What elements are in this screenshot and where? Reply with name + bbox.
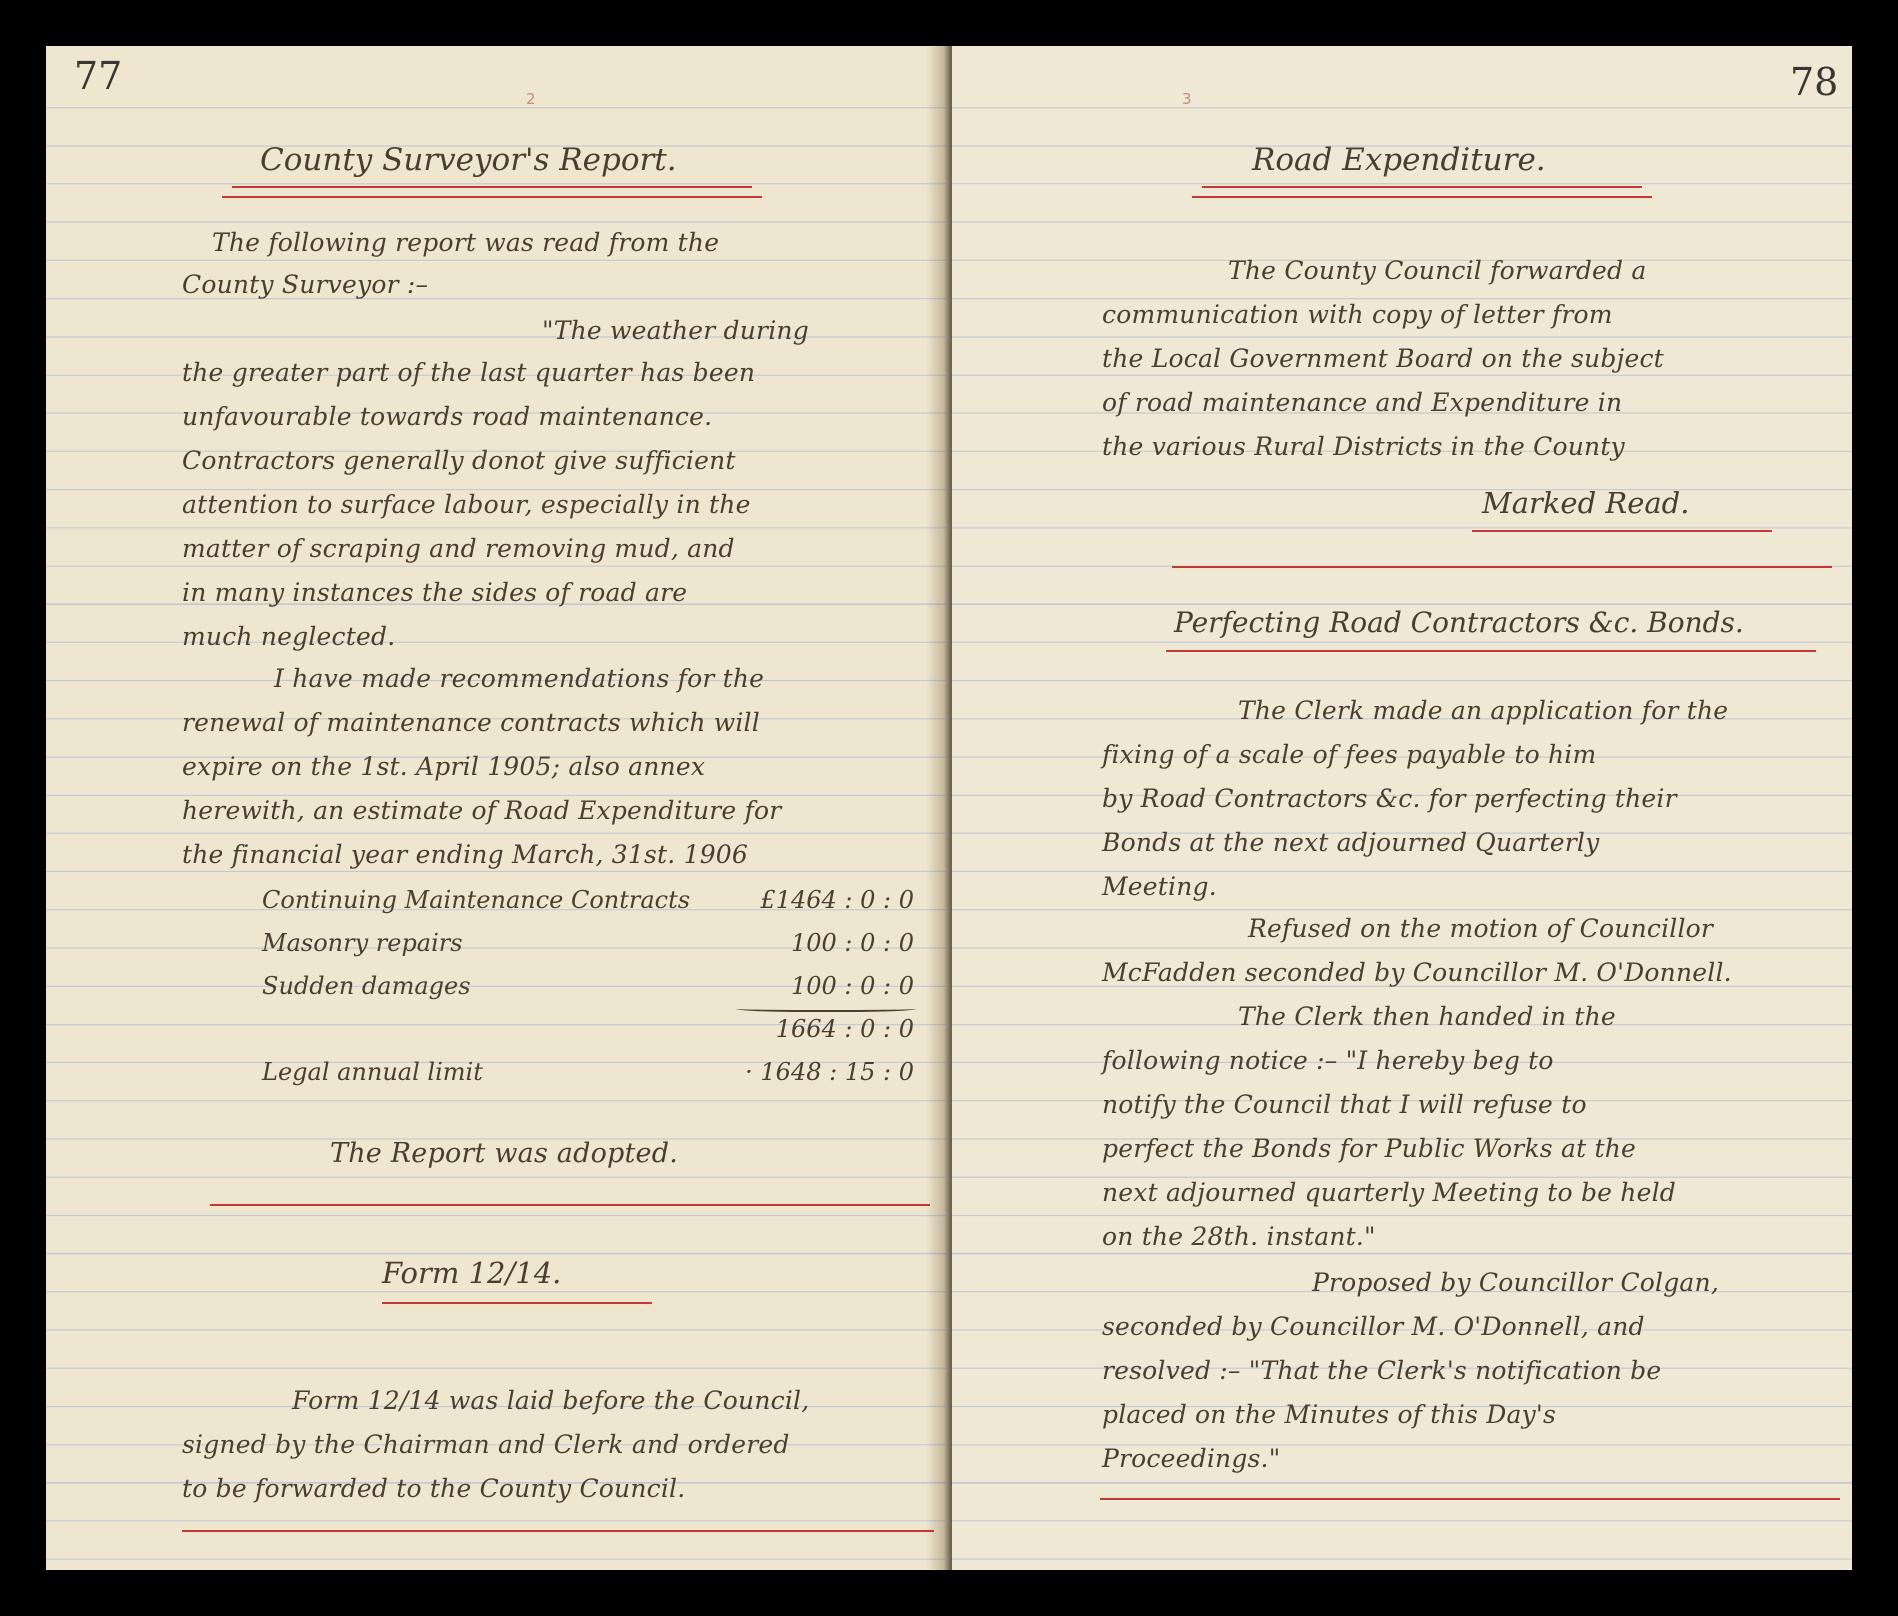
page-number-left: 77 (74, 54, 123, 98)
report-adopted: The Report was adopted. (330, 1138, 679, 1169)
estimate-total: 1664 : 0 : 0 (775, 1014, 914, 1043)
heading-underline (1202, 186, 1642, 188)
estimate-label: Continuing Maintenance Contracts (262, 885, 691, 914)
text-line: The following report was read from the (212, 228, 720, 257)
text-line: the financial year ending March, 31st. 1906 (182, 840, 749, 869)
text-line: McFadden seconded by Councillor M. O'Donnell. (1102, 958, 1732, 987)
text-line: The Clerk then handed in the (1238, 1002, 1616, 1031)
text-line: Form 12/14 was laid before the Council, (292, 1386, 810, 1415)
text-line: signed by the Chairman and Clerk and ordered (182, 1430, 790, 1459)
estimate-amount: £1464 : 0 : 0 (760, 885, 914, 914)
marked-underline (1472, 530, 1772, 532)
text-line: following notice :– "I hereby beg to (1102, 1046, 1554, 1075)
text-line: notify the Council that I will refuse to (1102, 1090, 1587, 1119)
heading-underline (1166, 650, 1816, 652)
text-line: fixing of a scale of fees payable to him (1102, 740, 1597, 769)
text-line: by Road Contractors &c. for perfecting their (1102, 784, 1677, 813)
text-line: Proceedings." (1102, 1444, 1281, 1473)
text-line: of road maintenance and Expenditure in (1102, 388, 1623, 417)
sum-underline (736, 1004, 916, 1012)
estimate-label: Sudden damages (262, 971, 471, 1000)
estimate-amount: 100 : 0 : 0 (790, 928, 914, 957)
heading-underline-2 (1192, 196, 1652, 198)
section-divider (182, 1530, 934, 1532)
text-line: resolved :– "That the Clerk's notification be (1102, 1356, 1662, 1385)
section-divider (1172, 566, 1832, 568)
table-row (262, 1007, 914, 1050)
estimate-label: Masonry repairs (262, 928, 463, 957)
text-line: Meeting. (1102, 872, 1217, 901)
table-row (262, 921, 914, 964)
heading-road-expenditure: Road Expenditure. (1252, 142, 1546, 178)
text-line: Proposed by Councillor Colgan, (1312, 1268, 1719, 1297)
estimate-label (262, 1007, 714, 1050)
heading-perfecting-bonds: Perfecting Road Contractors &c. Bonds. (1174, 606, 1744, 639)
table-row (262, 1050, 914, 1093)
heading-underline (232, 186, 752, 188)
text-line: perfect the Bonds for Public Works at the (1102, 1134, 1637, 1163)
text-line: Contractors generally donot give sufficient (182, 446, 736, 475)
text-line: the Local Government Board on the subject (1102, 344, 1664, 373)
text-line: seconded by Councillor M. O'Donnell, and (1102, 1312, 1645, 1341)
text-line: herewith, an estimate of Road Expenditure for (182, 796, 782, 825)
text-line: The Clerk made an application for the (1238, 696, 1729, 725)
text-line: expire on the 1st. April 1905; also annex (182, 752, 706, 781)
text-line: matter of scraping and removing mud, and (182, 534, 735, 563)
page-number-right: 78 (1790, 60, 1839, 104)
expenditure-estimate-table (262, 878, 914, 1093)
small-page-number-right: 3 (1182, 90, 1192, 108)
ledger-book (46, 46, 1852, 1570)
small-page-number-left: 2 (526, 90, 536, 108)
table-row (262, 964, 914, 1007)
heading-form-12-14: Form 12/14. (382, 1256, 562, 1290)
section-divider (1100, 1498, 1840, 1500)
estimate-amount: 100 : 0 : 0 (790, 971, 914, 1000)
text-line: I have made recommendations for the (274, 664, 765, 693)
heading-county-surveyors-report: County Surveyor's Report. (260, 142, 677, 178)
text-line: attention to surface labour, especially in the (182, 490, 751, 519)
text-line: Refused on the motion of Councillor (1248, 914, 1714, 943)
text-line: the various Rural Districts in the County (1102, 432, 1625, 461)
text-line: "The weather during (542, 316, 809, 345)
text-line: renewal of maintenance contracts which will (182, 708, 760, 737)
text-line: County Surveyor :– (182, 270, 429, 299)
text-line: unfavourable towards road maintenance. (182, 402, 713, 431)
text-line: Bonds at the next adjourned Quarterly (1102, 828, 1600, 857)
right-page (952, 46, 1852, 1570)
text-line: to be forwarded to the County Council. (182, 1474, 686, 1503)
section-divider (210, 1204, 930, 1206)
text-line: next adjourned quarterly Meeting to be held (1102, 1178, 1676, 1207)
text-line: The County Council forwarded a (1228, 256, 1647, 285)
table-row (262, 878, 914, 921)
text-line: placed on the Minutes of this Day's (1102, 1400, 1556, 1429)
text-line: in many instances the sides of road are (182, 578, 688, 607)
text-line: the greater part of the last quarter has been (182, 358, 756, 387)
text-line: much neglected. (182, 622, 396, 651)
text-line: communication with copy of letter from (1102, 300, 1613, 329)
heading-underline (382, 1302, 652, 1304)
estimate-amount: · 1648 : 15 : 0 (745, 1057, 914, 1086)
text-line: on the 28th. instant." (1102, 1222, 1376, 1251)
marked-read: Marked Read. (1482, 486, 1690, 520)
left-page (46, 46, 946, 1570)
estimate-label: Legal annual limit (262, 1057, 483, 1086)
heading-underline-2 (222, 196, 762, 198)
